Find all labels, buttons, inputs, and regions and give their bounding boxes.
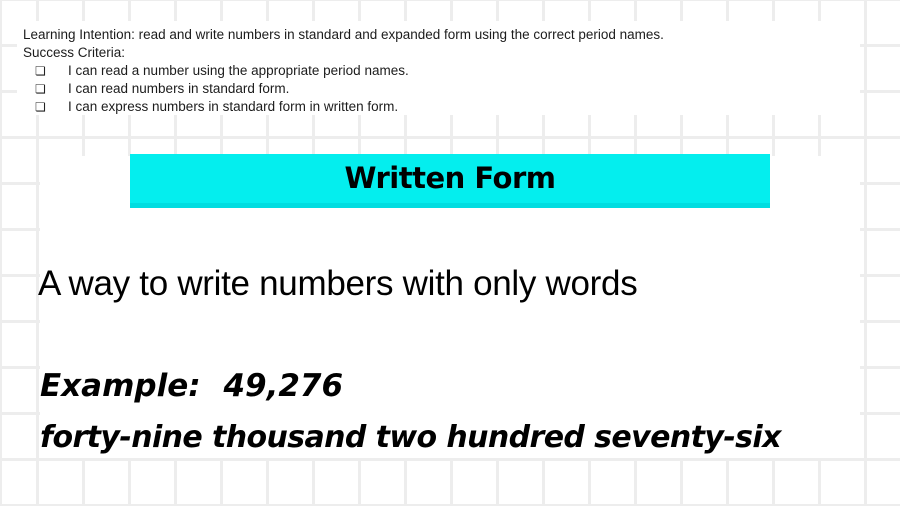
criteria-text: I can express numbers in standard form in written form. <box>68 99 399 114</box>
criteria-item <box>23 98 860 116</box>
title-banner <box>130 154 770 208</box>
checkbox-icon: ❏ <box>35 64 46 78</box>
learning-intention-text: Learning Intention: read and write numbers in standard and expanded form using the correct period names. <box>23 27 664 42</box>
slide-title: Written Form <box>344 161 556 195</box>
example-in-words: forty-nine thousand two hundred seventy-six <box>40 420 781 455</box>
criteria-item <box>23 62 860 80</box>
example-number: 49,276 <box>223 368 344 404</box>
example-line <box>40 368 343 404</box>
success-criteria-label: Success Criteria: <box>23 45 126 60</box>
criteria-text: I can read a number using the appropriate period names. <box>68 63 409 78</box>
checkbox-icon: ❏ <box>35 82 46 96</box>
criteria-item <box>23 80 860 98</box>
criteria-text: I can read numbers in standard form. <box>68 81 290 96</box>
example-label: Example: <box>40 368 201 404</box>
criteria-panel <box>17 21 860 115</box>
definition-text: A way to write numbers with only words <box>38 264 638 303</box>
checkbox-icon: ❏ <box>35 100 46 114</box>
